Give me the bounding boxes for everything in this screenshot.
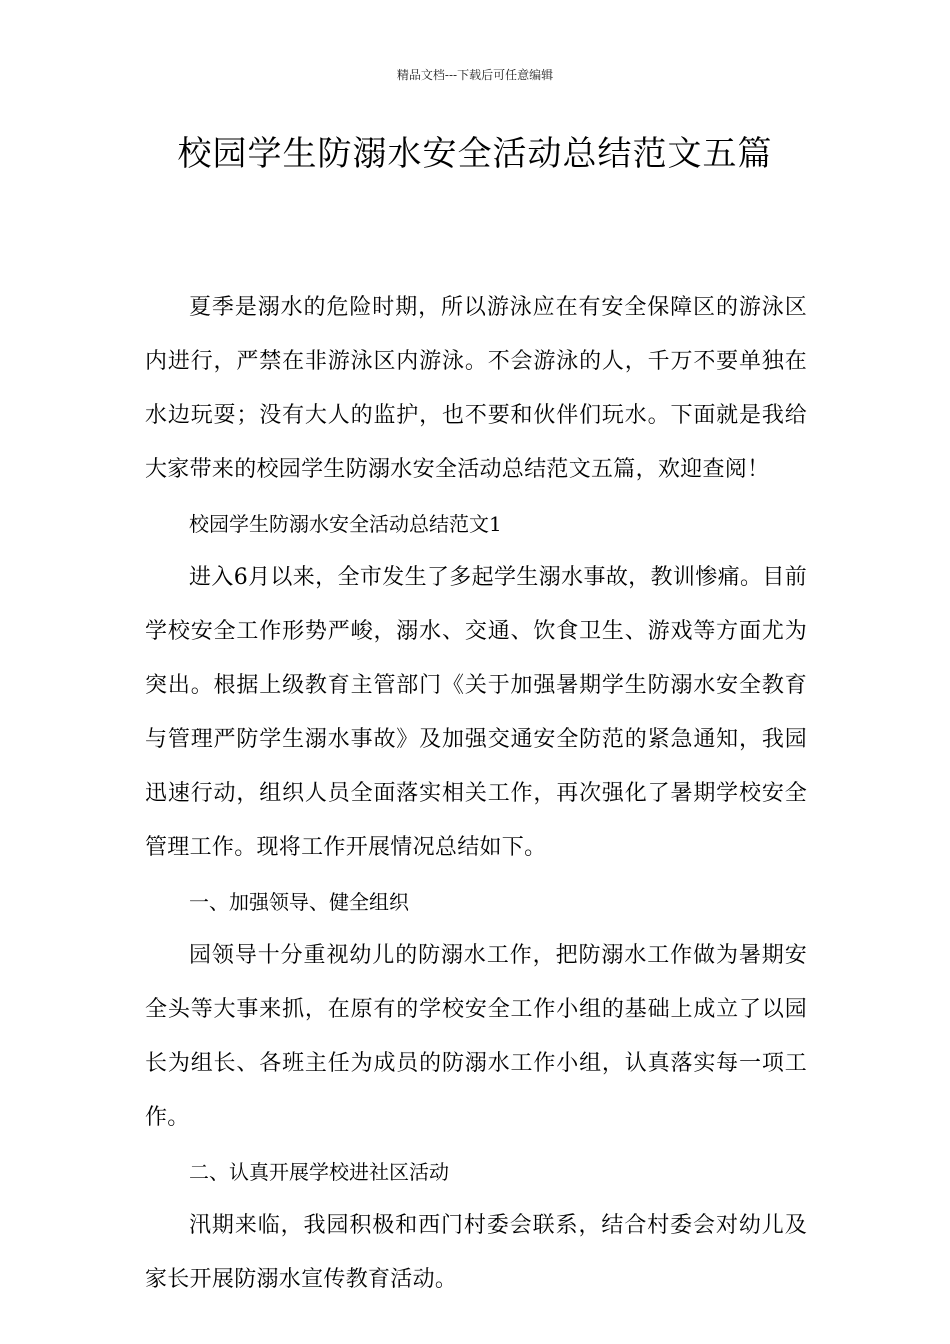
intro-paragraph: 夏季是溺水的危险时期，所以游泳应在有安全保障区的游泳区内进行，严禁在非游泳区内游泳。不会游泳的人，千万不要单独在水边玩耍；没有大人的监护，也不要和伙伴们玩水。下面就是我给大家带来的校园学生防溺水安全活动总结范文五篇，欢迎查阅！ bbox=[145, 295, 807, 482]
body-paragraph: 汛期来临，我园积极和西门村委会联系，结合村委会对幼儿及家长开展防溺水宣传教育活动。 bbox=[145, 1213, 807, 1292]
body-paragraph: 园领导十分重视幼儿的防溺水工作，把防溺水工作做为暑期安全头等大事来抓，在原有的学校安全工作小组的基础上成立了以园长为组长、各班主任为成员的防溺水工作小组，认真落实每一项工作。 bbox=[145, 943, 807, 1130]
document-title: 校园学生防溺水安全活动总结范文五篇 bbox=[177, 134, 773, 174]
document-body bbox=[145, 281, 807, 1307]
section-heading-1: 一、加强领导、健全组织 bbox=[189, 890, 409, 914]
section-heading-2: 二、认真开展学校进社区活动 bbox=[189, 1160, 449, 1184]
body-paragraph: 进入6月以来，全市发生了多起学生溺水事故，教训惨痛。目前学校安全工作形势严峻，溺水、交通、饮食卫生、游戏等方面尤为突出。根据上级教育主管部门《关于加强暑期学生防溺水安全教育与管理严防学生溺水事故》及加强交通安全防范的紧急通知，我园迅速行动，组织人员全面落实相关工作，再次强化了暑期学校安全管理工作。现将工作开展情况总结如下。 bbox=[145, 565, 807, 860]
section-title-1: 校园学生防溺水安全活动总结范文1 bbox=[189, 512, 502, 536]
header-note: 精品文档---下载后可任意编辑 bbox=[396, 68, 554, 82]
